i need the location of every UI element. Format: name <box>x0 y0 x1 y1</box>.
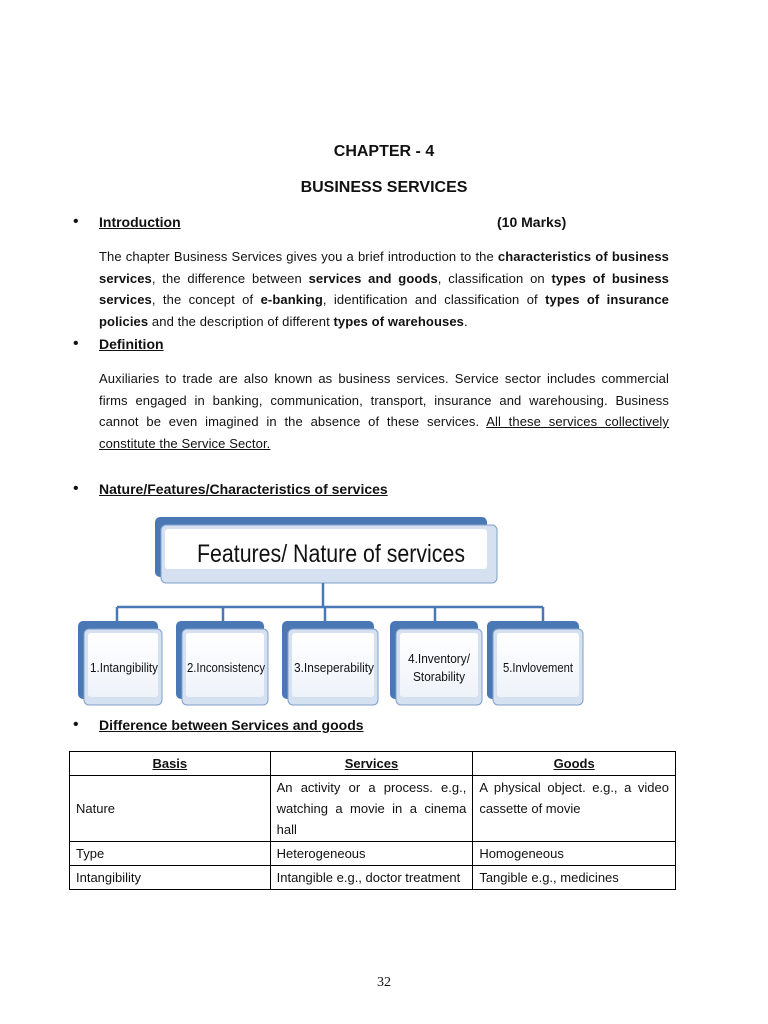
bullet-icon: • <box>73 335 79 352</box>
feature-label: Storability <box>413 669 466 684</box>
bullet-icon: • <box>73 213 79 230</box>
difference-table <box>69 751 676 890</box>
feature-box-involvement <box>487 621 583 705</box>
feature-label: 3.Inseperability <box>294 660 375 675</box>
column-header: Goods <box>473 752 676 776</box>
services-cell: Heterogeneous <box>270 842 473 866</box>
diagram-title: Features/ Nature of services <box>197 540 465 568</box>
goods-cell: Homogeneous <box>473 842 676 866</box>
introduction-heading: Introduction <box>99 214 181 230</box>
table-row <box>70 842 676 866</box>
services-cell: Intangible e.g., doctor treatment <box>270 866 473 890</box>
table-row <box>70 776 676 842</box>
basis-cell: Intangibility <box>70 866 271 890</box>
feature-label: 1.Intangibility <box>90 660 159 675</box>
chapter-label: CHAPTER - 4 <box>333 143 435 160</box>
table-row <box>70 866 676 890</box>
feature-label: 5.Invlovement <box>503 660 574 675</box>
services-cell: An activity or a process. e.g., watching a movie in a cinema hall <box>270 776 473 842</box>
bullet-icon: • <box>73 716 79 733</box>
nature-heading: Nature/Features/Characteristics of services <box>99 481 388 497</box>
table-header-row <box>70 752 676 776</box>
goods-cell: A physical object. e.g., a video cassette of movie <box>473 776 676 842</box>
feature-box-inseperability <box>282 621 378 705</box>
definition-heading: Definition <box>99 336 164 352</box>
chapter-title: BUSINESS SERVICES <box>300 179 468 196</box>
difference-heading: Difference between Services and goods <box>99 717 364 733</box>
feature-box-inventory <box>390 621 482 705</box>
basis-cell: Type <box>70 842 271 866</box>
diagram-connectors <box>117 583 543 625</box>
feature-box-inconsistency <box>176 621 268 705</box>
features-diagram <box>75 515 595 710</box>
page-number: 32 <box>377 975 391 990</box>
diagram-title-box <box>155 517 497 583</box>
goods-cell: Tangible e.g., medicines <box>473 866 676 890</box>
feature-label: 4.Inventory/ <box>408 651 471 666</box>
bullet-icon: • <box>73 480 79 497</box>
column-header: Basis <box>70 752 271 776</box>
column-header: Services <box>270 752 473 776</box>
definition-paragraph: Auxiliaries to trade are also known as business services. Service sector includes commercial firms engaged in banking, communication, transport, insurance and warehousing. Business cannot be even imagined in the absence of these services. All these services collectively constitute the Service Sector. <box>99 371 669 451</box>
marks-label: (10 Marks) <box>497 214 567 230</box>
feature-label: 2.Inconsistency <box>187 660 266 675</box>
basis-cell: Nature <box>70 776 271 842</box>
feature-box-intangibility <box>78 621 162 705</box>
introduction-paragraph: The chapter Business Services gives you a brief introduction to the characteristics of business services, the difference between services and goods, classification on types of business services, the concept of e-banking, identification and classification of types of insurance policies and the description of different types of warehouses. <box>99 249 669 329</box>
